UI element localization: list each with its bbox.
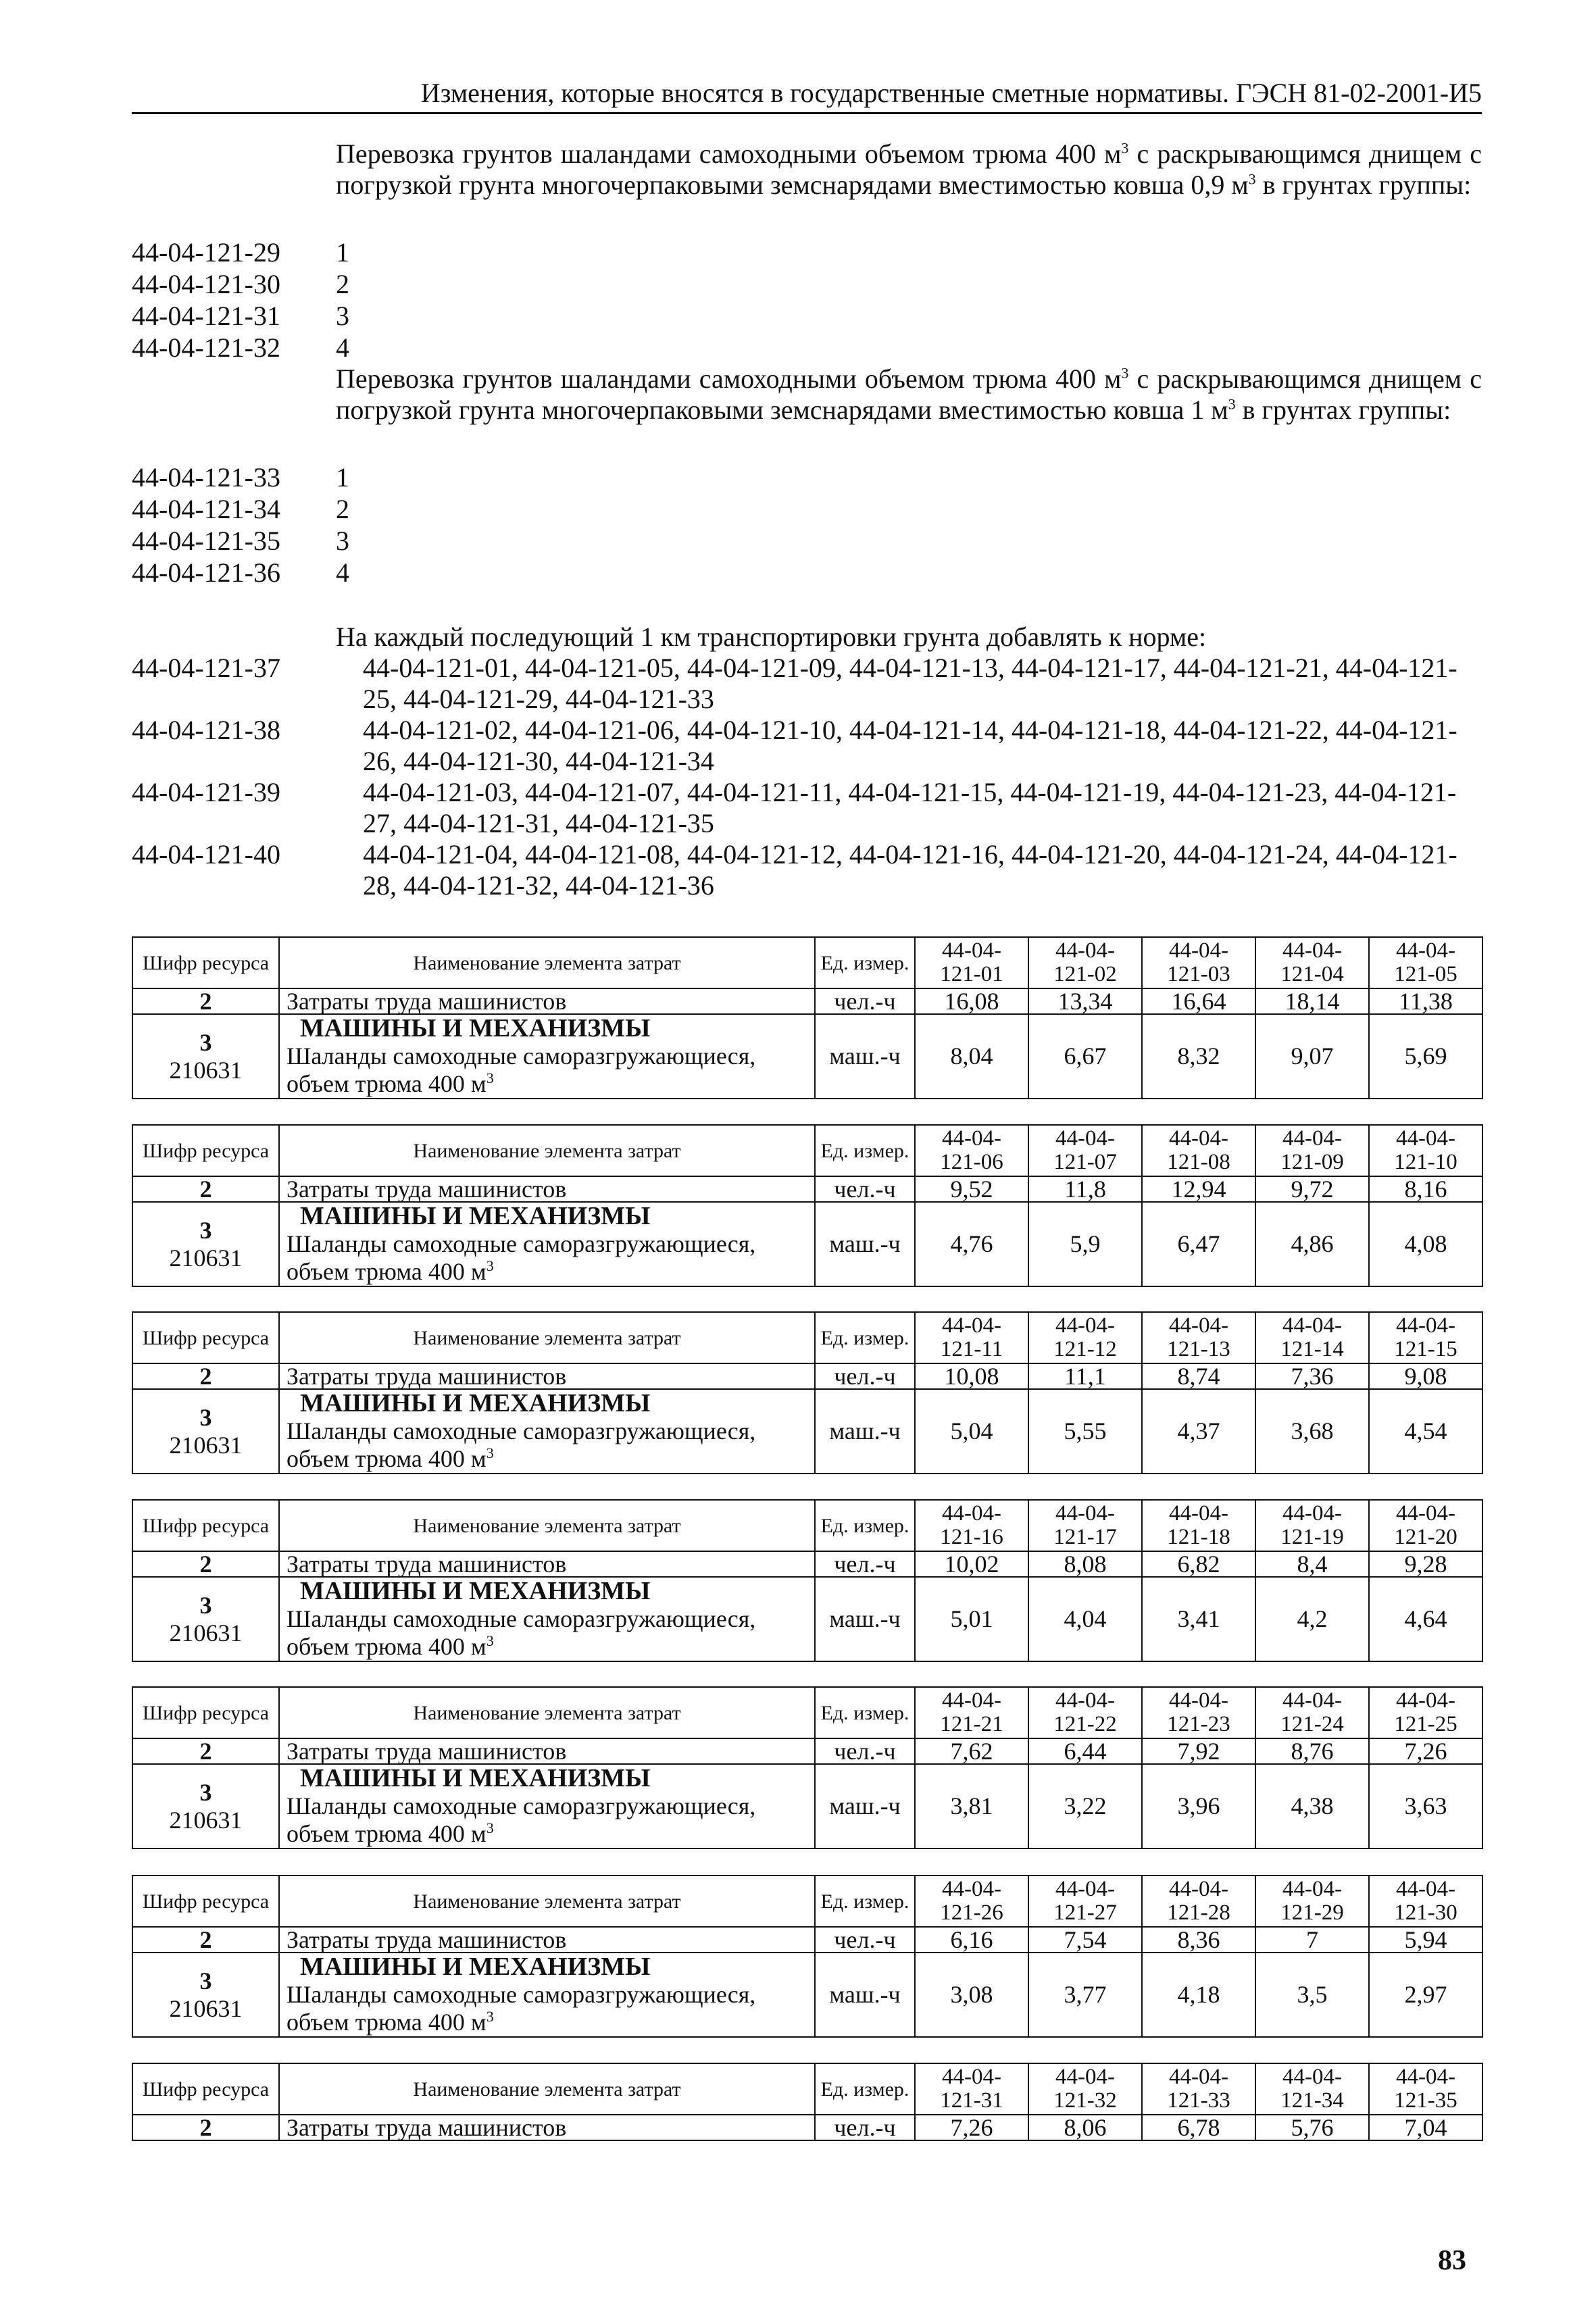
section-title: МАШИНЫ И МЕХАНИЗМЫ <box>300 1764 651 1792</box>
value-cell: 5,9 <box>1028 1202 1142 1286</box>
norm-code: 44-04-121-32 <box>132 332 280 363</box>
header-norm-code: 44-04- 121-25 <box>1369 1687 1482 1738</box>
table-row-machine <box>132 1202 1482 1286</box>
value-cell: 9,08 <box>1369 1363 1482 1389</box>
header-norm-code: 44-04- 121-15 <box>1369 1312 1482 1363</box>
unit: маш.-ч <box>815 1953 915 2037</box>
value-cell: 5,94 <box>1369 1927 1482 1953</box>
value-cell: 6,44 <box>1028 1738 1142 1764</box>
soil-group: 2 <box>336 494 349 524</box>
value-cell: 4,08 <box>1369 1202 1482 1286</box>
superscript: 3 <box>486 1257 494 1274</box>
resource-code <box>132 1014 279 1099</box>
header-cost-element: Наименование элемента затрат <box>279 1687 815 1738</box>
addon-row <box>132 777 1482 839</box>
resource-code: 2 <box>132 1176 279 1202</box>
table-header-row <box>132 937 1482 988</box>
header-norm-code: 44-04- 121-24 <box>1255 1687 1369 1738</box>
soil-group: 1 <box>336 462 349 493</box>
table-row-machine <box>132 1389 1482 1474</box>
superscript: 3 <box>486 1632 494 1649</box>
addon-row <box>132 653 1482 715</box>
resource-table <box>132 1499 1483 1662</box>
header-norm-code: 44-04- 121-06 <box>915 1125 1028 1176</box>
resource-table <box>132 936 1483 1099</box>
value-cell: 11,1 <box>1028 1363 1142 1389</box>
header-unit: Ед. измер. <box>815 1687 915 1738</box>
resource-code <box>132 1764 279 1848</box>
table-header-row <box>132 1312 1482 1363</box>
resource-code <box>132 1953 279 2037</box>
table-row-labor <box>132 1551 1482 1577</box>
header-norm-code: 44-04- 121-18 <box>1142 1500 1255 1551</box>
table-row-machine <box>132 1953 1482 2037</box>
header-norm-code: 44-04- 121-03 <box>1142 937 1255 988</box>
addon-reference-list: 44-04-121-03, 44-04-121-07, 44-04-121-11, 44-04-121-15, 44-04-121-19, 44-04-121-23, 44-04-121-27, 44-04-121-31, 44-04-121-35 <box>363 777 1457 838</box>
header-cost-element: Наименование элемента затрат <box>279 1125 815 1176</box>
header-norm-code: 44-04- 121-20 <box>1369 1500 1482 1551</box>
value-cell: 5,69 <box>1369 1014 1482 1099</box>
block2-intro-text: Перевозка грунтов шаландами самоходными объемом трюма 400 м <box>336 363 1122 394</box>
value-cell: 8,32 <box>1142 1014 1255 1099</box>
header-norm-code: 44-04- 121-13 <box>1142 1312 1255 1363</box>
machine-code: 210631 <box>169 1244 243 1272</box>
addon-row <box>132 839 1482 901</box>
header-norm-code: 44-04- 121-11 <box>915 1312 1028 1363</box>
code-row <box>132 300 349 332</box>
header-norm-code: 44-04- 121-14 <box>1255 1312 1369 1363</box>
table-header-row <box>132 1687 1482 1738</box>
value-cell: 7,92 <box>1142 1738 1255 1764</box>
value-cell: 7,36 <box>1255 1363 1369 1389</box>
cost-element-name: Затраты труда машинистов <box>279 1738 815 1764</box>
header-norm-code: 44-04- 121-07 <box>1028 1125 1142 1176</box>
value-cell: 8,74 <box>1142 1363 1255 1389</box>
block1-intro-text-3: в грунтах группы: <box>1255 170 1472 200</box>
resource-code: 2 <box>132 1738 279 1764</box>
header-norm-code: 44-04- 121-27 <box>1028 1876 1142 1927</box>
unit: чел.-ч <box>815 1551 915 1577</box>
value-cell: 8,04 <box>915 1014 1028 1099</box>
header-norm-code: 44-04- 121-23 <box>1142 1687 1255 1738</box>
value-cell: 7,26 <box>915 2115 1028 2140</box>
value-cell: 6,16 <box>915 1927 1028 1953</box>
section-code: 3 <box>199 1403 212 1431</box>
header-cost-element: Наименование элемента затрат <box>279 1312 815 1363</box>
value-cell: 8,4 <box>1255 1551 1369 1577</box>
header-cost-element: Наименование элемента затрат <box>279 2063 815 2115</box>
value-cell: 4,18 <box>1142 1953 1255 2037</box>
cost-element-name <box>279 1953 815 2037</box>
block2-code-list <box>132 461 349 588</box>
code-row <box>132 268 349 300</box>
resource-code: 2 <box>132 2115 279 2140</box>
value-cell: 11,8 <box>1028 1176 1142 1202</box>
unit: маш.-ч <box>815 1577 915 1661</box>
machine-name: Шаланды самоходные саморазгружающиеся, объем трюма 400 м <box>286 1417 756 1472</box>
table-row-labor <box>132 1363 1482 1389</box>
resource-table <box>132 2063 1483 2141</box>
value-cell: 9,52 <box>915 1176 1028 1202</box>
value-cell: 4,2 <box>1255 1577 1369 1661</box>
cost-element-name: Затраты труда машинистов <box>279 988 815 1014</box>
value-cell: 7 <box>1255 1927 1369 1953</box>
header-resource-code: Шифр ресурса <box>132 1687 279 1738</box>
superscript: 3 <box>486 2008 494 2025</box>
header-resource-code: Шифр ресурса <box>132 2063 279 2115</box>
soil-group: 4 <box>336 557 349 588</box>
table-row-machine <box>132 1577 1482 1661</box>
resource-code: 2 <box>132 1363 279 1389</box>
table-header-row <box>132 2063 1482 2115</box>
addon-reference-list: 44-04-121-02, 44-04-121-06, 44-04-121-10, 44-04-121-14, 44-04-121-18, 44-04-121-22, 44-04-121-26, 44-04-121-30, 44-04-121-34 <box>363 715 1457 776</box>
value-cell: 6,82 <box>1142 1551 1255 1577</box>
cost-element-name: Затраты труда машинистов <box>279 1176 815 1202</box>
cost-element-name: Затраты труда машинистов <box>279 2115 815 2140</box>
value-cell: 4,76 <box>915 1202 1028 1286</box>
header-norm-code: 44-04- 121-01 <box>915 937 1028 988</box>
norm-code: 44-04-121-36 <box>132 557 280 588</box>
table-row-labor <box>132 1738 1482 1764</box>
table-row-labor <box>132 1176 1482 1202</box>
header-resource-code: Шифр ресурса <box>132 1312 279 1363</box>
superscript: 3 <box>486 1819 494 1836</box>
value-cell: 7,04 <box>1369 2115 1482 2140</box>
cost-element-name <box>279 1389 815 1474</box>
norm-code: 44-04-121-35 <box>132 526 280 556</box>
table-row-labor <box>132 1927 1482 1953</box>
header-unit: Ед. измер. <box>815 1312 915 1363</box>
value-cell: 8,16 <box>1369 1176 1482 1202</box>
value-cell: 5,01 <box>915 1577 1028 1661</box>
header-unit: Ед. измер. <box>815 1125 915 1176</box>
table-header-row <box>132 1876 1482 1927</box>
resource-code <box>132 1202 279 1286</box>
machine-code: 210631 <box>169 1994 243 2022</box>
header-norm-code: 44-04- 121-09 <box>1255 1125 1369 1176</box>
cost-element-name: Затраты труда машинистов <box>279 1363 815 1389</box>
addon-reference-list: 44-04-121-04, 44-04-121-08, 44-04-121-12, 44-04-121-16, 44-04-121-20, 44-04-121-24, 44-04-121-28, 44-04-121-32, 44-04-121-36 <box>363 839 1457 901</box>
value-cell: 3,77 <box>1028 1953 1142 2037</box>
header-norm-code: 44-04- 121-21 <box>915 1687 1028 1738</box>
code-row <box>132 493 349 525</box>
header-norm-code: 44-04- 121-08 <box>1142 1125 1255 1176</box>
norm-code: 44-04-121-30 <box>132 269 280 299</box>
section-code: 3 <box>199 1216 212 1244</box>
superscript: 3 <box>1121 139 1129 157</box>
machine-name: Шаланды самоходные саморазгружающиеся, объем трюма 400 м <box>286 1042 756 1097</box>
header-cost-element: Наименование элемента затрат <box>279 1876 815 1927</box>
value-cell: 16,64 <box>1142 988 1255 1014</box>
value-cell: 7,26 <box>1369 1738 1482 1764</box>
value-cell: 4,38 <box>1255 1764 1369 1848</box>
value-cell: 6,67 <box>1028 1014 1142 1099</box>
resource-table <box>132 1686 1483 1849</box>
soil-group: 2 <box>336 269 349 299</box>
header-norm-code: 44-04- 121-19 <box>1255 1500 1369 1551</box>
cost-element-name <box>279 1202 815 1286</box>
header-norm-code: 44-04- 121-30 <box>1369 1876 1482 1927</box>
block1-code-list <box>132 236 349 363</box>
header-norm-code: 44-04- 121-28 <box>1142 1876 1255 1927</box>
resource-code: 2 <box>132 988 279 1014</box>
header-norm-code: 44-04- 121-29 <box>1255 1876 1369 1927</box>
resource-table <box>132 1124 1483 1287</box>
code-row <box>132 236 349 268</box>
header-norm-code: 44-04- 121-26 <box>915 1876 1028 1927</box>
machine-name: Шаланды самоходные саморазгружающиеся, объем трюма 400 м <box>286 1981 756 2036</box>
section-title: МАШИНЫ И МЕХАНИЗМЫ <box>300 1389 651 1417</box>
unit: чел.-ч <box>815 1927 915 1953</box>
machine-name: Шаланды самоходные саморазгружающиеся, объем трюма 400 м <box>286 1792 756 1847</box>
value-cell: 3,96 <box>1142 1764 1255 1848</box>
section-title: МАШИНЫ И МЕХАНИЗМЫ <box>300 1577 651 1605</box>
header-norm-code: 44-04- 121-16 <box>915 1500 1028 1551</box>
resource-code <box>132 1577 279 1661</box>
code-row <box>132 332 349 363</box>
header-unit: Ед. измер. <box>815 1876 915 1927</box>
table-row-machine <box>132 1764 1482 1848</box>
header-norm-code: 44-04- 121-04 <box>1255 937 1369 988</box>
section-title: МАШИНЫ И МЕХАНИЗМЫ <box>300 1953 651 1981</box>
header-resource-code: Шифр ресурса <box>132 1500 279 1551</box>
header-resource-code: Шифр ресурса <box>132 1125 279 1176</box>
value-cell: 3,08 <box>915 1953 1028 2037</box>
block1-intro-text: Перевозка грунтов шаландами самоходными объемом трюма 400 м <box>336 139 1122 169</box>
resource-table <box>132 1875 1483 2038</box>
header-norm-code: 44-04- 121-31 <box>915 2063 1028 2115</box>
section-code: 3 <box>199 1778 212 1806</box>
machine-name: Шаланды самоходные саморазгружающиеся, объем трюма 400 м <box>286 1230 756 1285</box>
superscript: 3 <box>486 1444 494 1461</box>
header-norm-code: 44-04- 121-17 <box>1028 1500 1142 1551</box>
resource-table <box>132 1311 1483 1474</box>
header-unit: Ед. измер. <box>815 937 915 988</box>
value-cell: 8,76 <box>1255 1738 1369 1764</box>
unit: чел.-ч <box>815 1176 915 1202</box>
value-cell: 9,28 <box>1369 1551 1482 1577</box>
cost-element-name <box>279 1577 815 1661</box>
value-cell: 6,47 <box>1142 1202 1255 1286</box>
addon-row <box>132 715 1482 777</box>
norm-code: 44-04-121-33 <box>132 462 280 493</box>
block1-intro <box>336 139 1482 201</box>
table-row-labor <box>132 988 1482 1014</box>
header-norm-code: 44-04- 121-10 <box>1369 1125 1482 1176</box>
header-norm-code: 44-04- 121-22 <box>1028 1687 1142 1738</box>
header-resource-code: Шифр ресурса <box>132 937 279 988</box>
header-norm-code: 44-04- 121-33 <box>1142 2063 1255 2115</box>
soil-group: 3 <box>336 526 349 556</box>
value-cell: 4,64 <box>1369 1577 1482 1661</box>
table-header-row <box>132 1125 1482 1176</box>
cost-element-name: Затраты труда машинистов <box>279 1927 815 1953</box>
value-cell: 18,14 <box>1255 988 1369 1014</box>
table-row-machine <box>132 1014 1482 1099</box>
header-unit: Ед. измер. <box>815 1500 915 1551</box>
value-cell: 7,54 <box>1028 1927 1142 1953</box>
header-cost-element: Наименование элемента затрат <box>279 1500 815 1551</box>
norm-code: 44-04-121-37 <box>132 653 280 683</box>
value-cell: 3,81 <box>915 1764 1028 1848</box>
block2-intro-text-3: в грунтах группы: <box>1235 395 1451 425</box>
value-cell: 9,07 <box>1255 1014 1369 1099</box>
block1-intro-text-2: с раскрывающимся днищем с погрузкой грунта многочерпаковыми земснарядами вместимостью ковша 0,9 м <box>336 139 1482 200</box>
value-cell: 3,22 <box>1028 1764 1142 1848</box>
value-cell: 4,37 <box>1142 1389 1255 1474</box>
addon-reference-list: 44-04-121-01, 44-04-121-05, 44-04-121-09, 44-04-121-13, 44-04-121-17, 44-04-121-21, 44-04-121-25, 44-04-121-29, 44-04-121-33 <box>363 653 1457 714</box>
section-code: 3 <box>199 1591 212 1619</box>
cost-element-name: Затраты труда машинистов <box>279 1551 815 1577</box>
resource-code <box>132 1389 279 1474</box>
machine-code: 210631 <box>169 1806 243 1834</box>
resource-code: 2 <box>132 1551 279 1577</box>
section-title: МАШИНЫ И МЕХАНИЗМЫ <box>300 1014 651 1042</box>
machine-name: Шаланды самоходные саморазгружающиеся, объем трюма 400 м <box>286 1605 756 1660</box>
value-cell: 4,04 <box>1028 1577 1142 1661</box>
value-cell: 5,55 <box>1028 1389 1142 1474</box>
header-norm-code: 44-04- 121-35 <box>1369 2063 1482 2115</box>
norm-code: 44-04-121-34 <box>132 494 280 524</box>
value-cell: 4,86 <box>1255 1202 1369 1286</box>
value-cell: 2,97 <box>1369 1953 1482 2037</box>
norm-code: 44-04-121-40 <box>132 839 280 870</box>
value-cell: 4,54 <box>1369 1389 1482 1474</box>
code-row <box>132 525 349 557</box>
norm-code: 44-04-121-31 <box>132 301 280 331</box>
table-row-labor <box>132 2115 1482 2140</box>
resource-code: 2 <box>132 1927 279 1953</box>
superscript: 3 <box>1248 170 1256 188</box>
header-cost-element: Наименование элемента затрат <box>279 937 815 988</box>
running-header: Изменения, которые вносятся в государственные сметные нормативы. ГЭСН 81-02-2001-И5 <box>132 76 1482 114</box>
value-cell: 13,34 <box>1028 988 1142 1014</box>
value-cell: 7,62 <box>915 1738 1028 1764</box>
norm-code: 44-04-121-38 <box>132 715 280 745</box>
code-row <box>132 461 349 493</box>
header-norm-code: 44-04- 121-05 <box>1369 937 1482 988</box>
block2-intro-text-2: с раскрывающимся днищем с погрузкой грунта многочерпаковыми земснарядами вместимостью ковша 1 м <box>336 363 1482 425</box>
header-norm-code: 44-04- 121-34 <box>1255 2063 1369 2115</box>
value-cell: 8,08 <box>1028 1551 1142 1577</box>
value-cell: 9,72 <box>1255 1176 1369 1202</box>
unit: маш.-ч <box>815 1389 915 1474</box>
value-cell: 3,5 <box>1255 1953 1369 2037</box>
value-cell: 11,38 <box>1369 988 1482 1014</box>
header-norm-code: 44-04- 121-02 <box>1028 937 1142 988</box>
value-cell: 5,04 <box>915 1389 1028 1474</box>
cost-element-name <box>279 1764 815 1848</box>
value-cell: 3,41 <box>1142 1577 1255 1661</box>
page-number: 83 <box>1438 2245 1466 2276</box>
cost-element-name <box>279 1014 815 1099</box>
soil-group: 3 <box>336 301 349 331</box>
section-code: 3 <box>199 1028 212 1056</box>
soil-group: 4 <box>336 332 349 363</box>
value-cell: 12,94 <box>1142 1176 1255 1202</box>
value-cell: 6,78 <box>1142 2115 1255 2140</box>
unit: маш.-ч <box>815 1764 915 1848</box>
machine-code: 210631 <box>169 1619 243 1646</box>
unit: маш.-ч <box>815 1202 915 1286</box>
addon-heading: На каждый последующий 1 км транспортировки грунта добавлять к норме: <box>336 622 1207 652</box>
value-cell: 10,02 <box>915 1551 1028 1577</box>
value-cell: 16,08 <box>915 988 1028 1014</box>
superscript: 3 <box>486 1070 494 1086</box>
soil-group: 1 <box>336 237 349 268</box>
value-cell: 8,06 <box>1028 2115 1142 2140</box>
header-norm-code: 44-04- 121-32 <box>1028 2063 1142 2115</box>
table-header-row <box>132 1500 1482 1551</box>
value-cell: 5,76 <box>1255 2115 1369 2140</box>
unit: чел.-ч <box>815 1363 915 1389</box>
unit: чел.-ч <box>815 988 915 1014</box>
header-resource-code: Шифр ресурса <box>132 1876 279 1927</box>
block2-intro <box>336 363 1482 426</box>
unit: чел.-ч <box>815 2115 915 2140</box>
superscript: 3 <box>1121 364 1129 382</box>
value-cell: 8,36 <box>1142 1927 1255 1953</box>
value-cell: 3,68 <box>1255 1389 1369 1474</box>
section-title: МАШИНЫ И МЕХАНИЗМЫ <box>300 1202 651 1230</box>
value-cell: 3,63 <box>1369 1764 1482 1848</box>
unit: чел.-ч <box>815 1738 915 1764</box>
code-row <box>132 557 349 588</box>
machine-code: 210631 <box>169 1431 243 1459</box>
value-cell: 10,08 <box>915 1363 1028 1389</box>
machine-code: 210631 <box>169 1056 243 1084</box>
header-norm-code: 44-04- 121-12 <box>1028 1312 1142 1363</box>
header-unit: Ед. измер. <box>815 2063 915 2115</box>
section-code: 3 <box>199 1967 212 1994</box>
norm-code: 44-04-121-39 <box>132 777 280 807</box>
unit: маш.-ч <box>815 1014 915 1099</box>
norm-code: 44-04-121-29 <box>132 237 280 268</box>
superscript: 3 <box>1228 395 1236 413</box>
